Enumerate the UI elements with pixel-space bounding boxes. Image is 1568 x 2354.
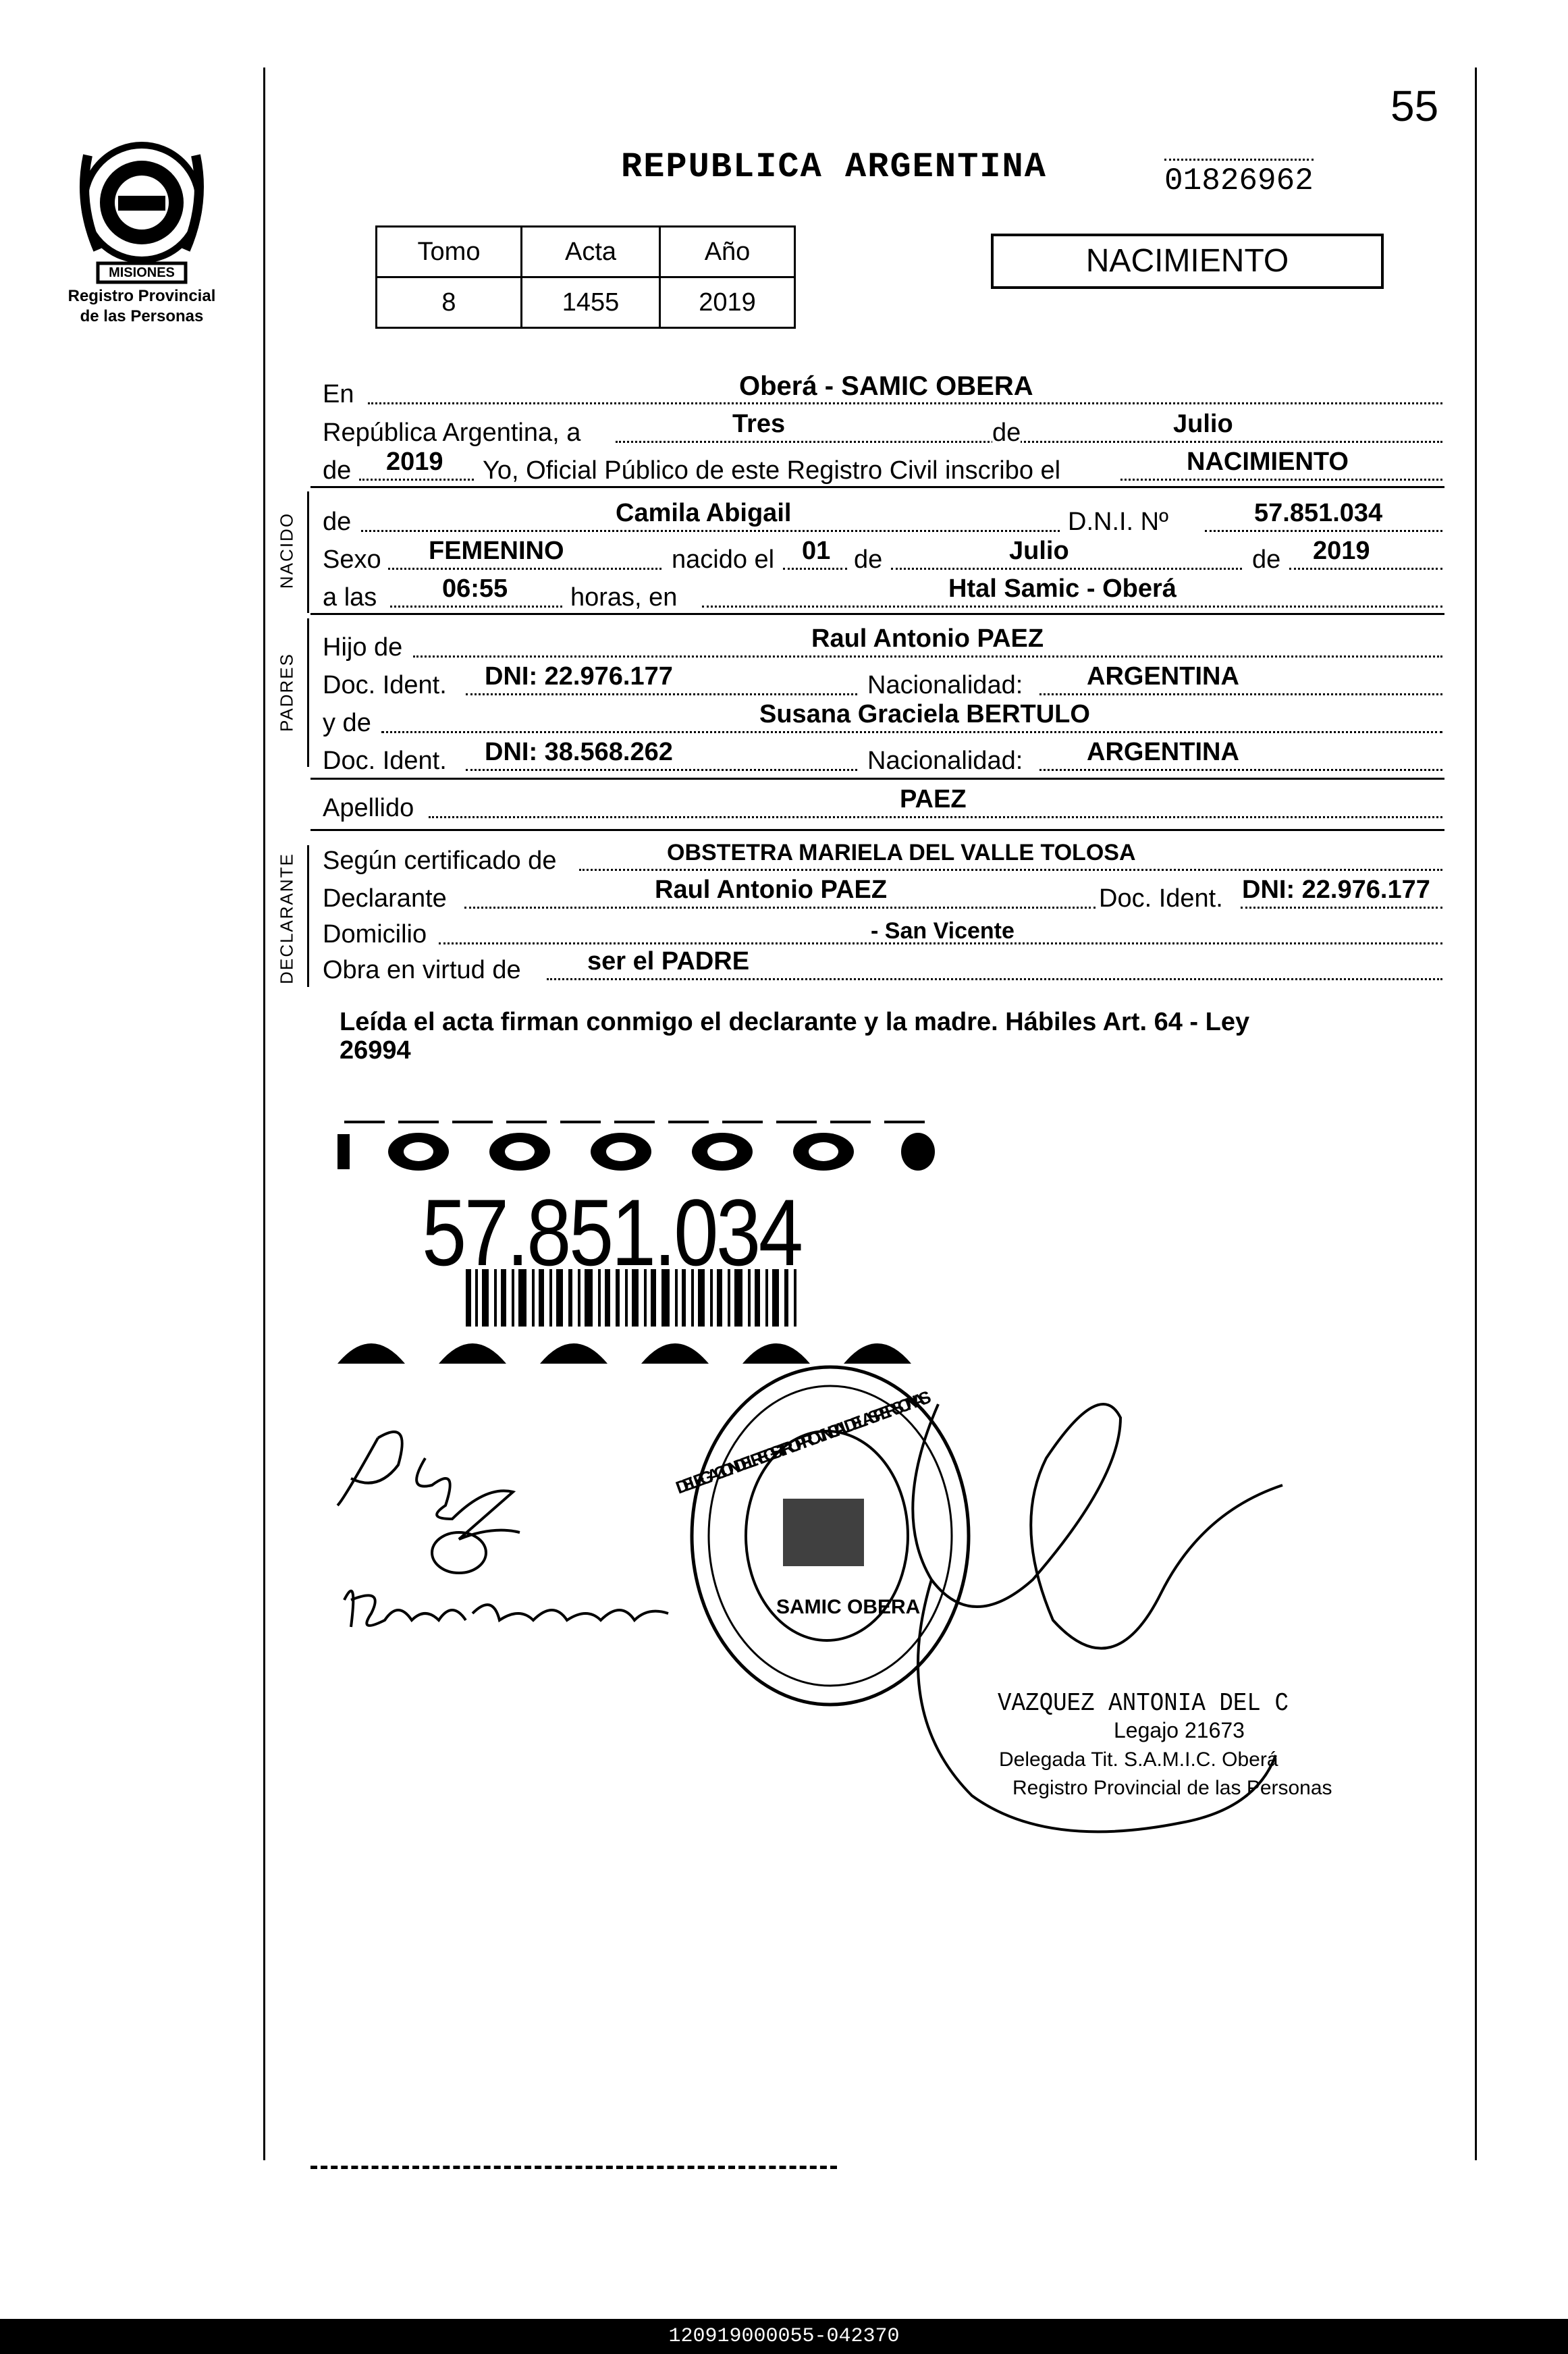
section-bar	[307, 491, 309, 613]
cert-value: OBSTETRA MARIELA DEL VALLE TOLOSA	[667, 840, 1136, 865]
dots	[702, 606, 1442, 608]
dni-value: 57.851.034	[1254, 499, 1383, 527]
dots	[466, 693, 857, 695]
section-bar	[307, 845, 309, 987]
madre-nac: ARGENTINA	[1087, 738, 1239, 766]
yo-text: Yo, Oficial Público de este Registro Civil inscribo el	[483, 456, 1061, 485]
acta-value: 1455	[522, 277, 660, 328]
signature-paez	[324, 1404, 729, 1634]
id-sticker	[331, 1114, 931, 1377]
serial-number: 01826962	[1164, 159, 1314, 198]
cert-label: Según certificado de	[323, 847, 557, 875]
closing-line-1: Leída el acta firman conmigo el declarante y la madre. Hábiles Art. 64 - Ley	[340, 1008, 1250, 1036]
separator	[310, 829, 1444, 831]
anio-value: 2019	[660, 277, 795, 328]
nacido-label: NACIDO	[276, 512, 297, 589]
logo-caption-2: de las Personas	[80, 307, 204, 325]
anio-inscripcion: 2019	[386, 448, 443, 476]
decl-doc-label: Doc. Ident.	[1099, 884, 1223, 913]
padre-doc-label: Doc. Ident.	[323, 671, 447, 699]
sticker-number: 57.851.034	[422, 1179, 801, 1285]
dots	[429, 816, 1442, 818]
sexo-value: FEMENINO	[429, 537, 564, 565]
sexo-label: Sexo	[323, 545, 381, 574]
stamp-ring-text: DELEGACIÓN DEL REGISTRO PROVINCIAL DE LAS PERSONAS	[673, 1386, 934, 1498]
dots	[381, 731, 1442, 733]
de2-label: de	[323, 456, 352, 485]
obra-label: Obra en virtud de	[323, 956, 521, 984]
de-label: de	[1252, 545, 1281, 574]
en-label: En	[323, 380, 354, 408]
en-value: Oberá - SAMIC OBERA	[739, 371, 1033, 401]
bottom-dashes	[310, 2166, 837, 2169]
madre-doc: DNI: 38.568.262	[485, 738, 673, 766]
apellido-label: Apellido	[323, 794, 414, 822]
mes-value: Julio	[1173, 410, 1233, 438]
logo-caption-1: Registro Provincial	[67, 287, 216, 305]
de-label: de	[992, 419, 1021, 447]
padres-label: PADRES	[276, 653, 297, 732]
dia-value: Tres	[732, 410, 786, 438]
apellido-value: PAEZ	[900, 785, 967, 813]
dom-value: - San Vicente	[871, 918, 1015, 944]
right-margin-line	[1475, 68, 1477, 2160]
dots	[547, 978, 1442, 980]
horas-label: horas, en	[570, 583, 678, 612]
decl-value: Raul Antonio PAEZ	[655, 876, 888, 904]
dots	[413, 656, 1442, 658]
nombre-value: Camila Abigail	[616, 499, 792, 527]
dots	[361, 530, 1060, 532]
dots	[579, 869, 1442, 871]
las-label: a las	[323, 583, 377, 612]
seal-bottom-text: MISIONES	[109, 265, 175, 280]
dots	[466, 769, 857, 771]
declarante-label: DECLARANTE	[276, 853, 297, 984]
book-table	[375, 225, 796, 329]
obra-value: ser el PADRE	[587, 947, 750, 975]
tomo-value: 8	[377, 277, 522, 328]
tomo-header: Tomo	[377, 227, 522, 277]
dots	[891, 568, 1242, 570]
dni-label: D.N.I. Nº	[1068, 508, 1168, 536]
dots	[1039, 769, 1442, 771]
inscribe-value: NACIMIENTO	[1187, 448, 1349, 476]
dom-label: Domicilio	[323, 920, 427, 948]
dots	[1205, 530, 1442, 532]
padre-nac: ARGENTINA	[1087, 662, 1239, 691]
acta-header: Acta	[522, 227, 660, 277]
madre-nombre: Susana Graciela BERTULO	[759, 700, 1090, 728]
official-registry: Registro Provincial de las Personas	[1012, 1777, 1332, 1799]
republica-label: República Argentina, a	[323, 419, 581, 447]
mes-nacimiento: Julio	[1009, 537, 1069, 565]
padre-doc: DNI: 22.976.177	[485, 662, 673, 691]
country-title: REPUBLICA ARGENTINA	[621, 147, 1047, 187]
decl-label: Declarante	[323, 884, 447, 913]
dots	[1039, 693, 1442, 695]
decl-doc: DNI: 22.976.177	[1242, 876, 1430, 904]
yde-label: y de	[323, 709, 371, 737]
hora-value: 06:55	[442, 574, 508, 603]
dots	[1120, 479, 1442, 481]
nacido-el-label: nacido el	[672, 545, 775, 574]
dots	[388, 568, 661, 570]
anio-header: Año	[660, 227, 795, 277]
closing-line-2: 26994	[340, 1036, 411, 1065]
official-name: VAZQUEZ ANTONIA DEL C	[998, 1689, 1289, 1718]
stamp-inner-text: SAMIC OBERA	[776, 1596, 921, 1618]
page-number: 55	[1390, 82, 1439, 130]
madre-doc-label: Doc. Ident.	[323, 747, 447, 775]
de-label: de	[854, 545, 883, 574]
left-margin-line	[263, 68, 265, 2160]
padre-nac-label: Nacionalidad:	[867, 671, 1023, 699]
separator	[310, 778, 1444, 780]
doc-type: NACIMIENTO	[1085, 243, 1289, 279]
footer-code: 120919000055-042370	[0, 2319, 1568, 2354]
dots	[783, 568, 847, 570]
province-logo	[71, 128, 213, 290]
official-role: Delegada Tit. S.A.M.I.C. Oberá	[999, 1748, 1278, 1771]
dots	[390, 606, 562, 608]
madre-nac-label: Nacionalidad:	[867, 747, 1023, 775]
lugar-value: Htal Samic - Oberá	[948, 574, 1177, 603]
dots	[616, 441, 1442, 443]
dots	[368, 402, 1442, 404]
section-bar	[307, 618, 309, 767]
dots	[1241, 907, 1442, 909]
dots	[1289, 568, 1442, 570]
separator	[310, 613, 1444, 615]
nacido-de-label: de	[323, 508, 352, 536]
anio-nacimiento: 2019	[1313, 537, 1370, 565]
padre-nombre: Raul Antonio PAEZ	[811, 624, 1044, 653]
dots	[464, 907, 1096, 909]
hijo-label: Hijo de	[323, 633, 403, 662]
separator	[310, 486, 1444, 488]
dots	[359, 479, 474, 481]
doc-type-box	[991, 234, 1384, 289]
dia-nacimiento: 01	[802, 537, 831, 565]
official-legajo: Legajo 21673	[1114, 1718, 1245, 1742]
